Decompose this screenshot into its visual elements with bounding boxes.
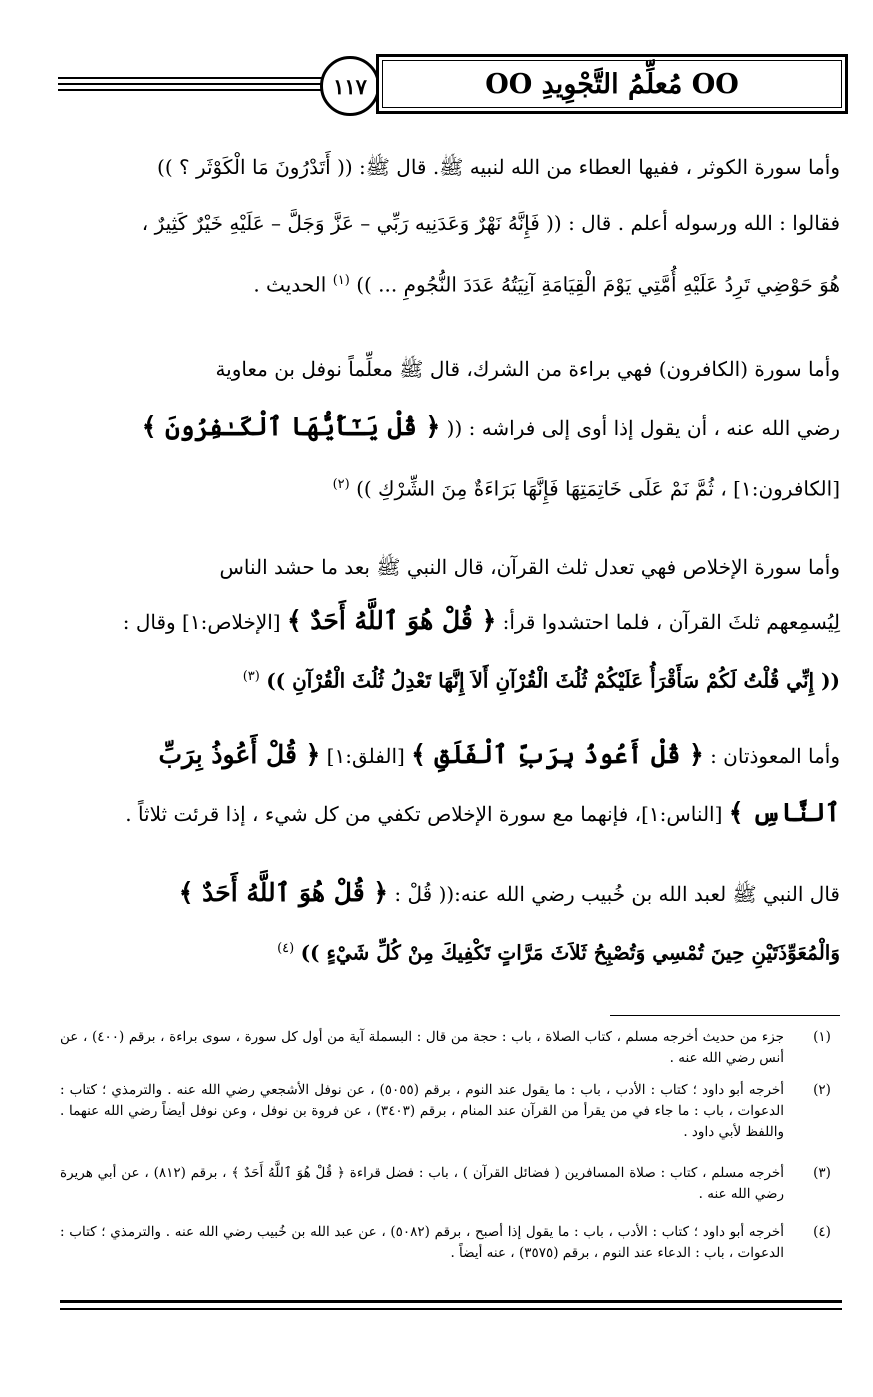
p4-line1: وأما المعوذتان : (710, 744, 840, 768)
footnote-ref: (٢) (332, 477, 350, 492)
text-line (60, 148, 840, 186)
text-line (60, 736, 840, 775)
text-line (60, 874, 840, 913)
footnote-ref: (١) (332, 273, 350, 288)
footnote-number: (٣) (813, 1165, 831, 1181)
header-rule (58, 89, 346, 91)
text-line (60, 930, 840, 972)
p1-line3-end: الحديث . (253, 272, 327, 297)
bottom-rule (60, 1300, 842, 1303)
footnote-number: (٢) (813, 1082, 831, 1098)
text-line (60, 794, 840, 833)
text-line (60, 602, 840, 641)
p3-line1: وأما سورة الإخلاص فهي تعدل ثلث القرآن، قال النبي ﷺ بعد ما حشد الناس (219, 555, 840, 579)
footnote (60, 1027, 842, 1069)
p5-line2: وَالْمُعَوِّذَتَيْنِ حِينَ تُمْسِي وَتُصْبِحُ ثَلاَثَ مَرَّاتٍ تَكْفِيكَ مِنْ كُلِّ شَيْءٍ )) (300, 940, 840, 965)
text-line (60, 262, 840, 304)
p1-line2: فقالوا : الله ورسوله أعلم . قال : (( فَإِنَّهُ نَهْرٌ وَعَدَنِيه رَبِّي – عَزَّ وَجَلَّ – عَلَيْهِ خَيْرٌ كَثِيرٌ ، (141, 211, 840, 235)
p2-line3: [الكافرون:١] ، ثُمَّ نَمْ عَلَى خَاتِمَتِهَا فَإِنَّهَا بَرَاءَةٌ مِنَ الشِّرْكِ )) (356, 476, 840, 501)
quran-verse: ٱلنَّاسِ ﴾ (728, 798, 840, 827)
quran-verse: ﴿ قُلْ هُوَ ٱللَّهُ أَحَدٌ ﴾ (286, 606, 497, 635)
footnote-ref: (٣) (242, 669, 260, 684)
header-rule (58, 83, 346, 85)
footnote-text: أخرجه أبو داود ؛ كتاب : الأدب ، باب : ما يقول إذا أصبح ، برقم (٥٠٨٢) ، عن عبد الله بن خُبيب رضي الله عنه . والترمذي ؛ كتاب : الدعوات ، باب : الدعاء عند النوم ، برقم (٣٥٧٥) ، عنه أيضاً . (60, 1224, 784, 1261)
p3-line2: لِيُسمِعهم ثلثَ القرآن ، فلما احتشدوا قرأ: (502, 610, 840, 634)
p1-line1: وأما سورة الكوثر ، ففيها العطاء من الله لنبيه ﷺ. قال ﷺ: (( أَتَدْرُونَ مَا الْكَوْثَر ؟ )) (157, 155, 840, 179)
footnote-number: (٤) (813, 1224, 831, 1240)
footnote-text: أخرجه أبو داود ؛ كتاب : الأدب ، باب : ما يقول عند النوم ، برقم (٥٠٥٥) ، عن نوفل الأشجعي رضي الله عنه . والترمذي ؛ كتاب : الدعوات ، باب : ما جاء في من يقرأ من القرآن عند المنام ، برقم (٣٤٠٣) ، عن فروة بن نوفل ، وعن نوفل أيضاً رضي الله عنهما . واللفظ لأبي داود . (60, 1082, 784, 1140)
p3-line2-end: [الإخلاص:١] وقال : (122, 610, 281, 634)
bottom-rule (60, 1308, 842, 1310)
quran-verse: ﴿ قُلْ هُوَ ٱللَّهُ أَحَدٌ ﴾ (178, 878, 389, 907)
book-title: OO مُعلِّمُ التَّجْوِيدِ OO (376, 54, 848, 114)
text-line (60, 350, 840, 388)
text-line (60, 466, 840, 508)
footnote-ref: (٤) (277, 941, 295, 956)
footnote-text: جزء من حديث أخرجه مسلم ، كتاب الصلاة ، باب : حجة من قال : البسملة آية من أول كل سورة ، سوى براءة ، برقم (٤٠٠) ، عن أنس رضي الله عنه . (60, 1029, 785, 1066)
verse-ref: [الفلق:١] (326, 744, 405, 768)
footnote-separator (610, 1015, 840, 1016)
p3-line3: (( إِنِّي قُلْتُ لَكُمْ سَأَقْرَأُ عَلَيْكُمْ ثُلُثَ الْقُرْآنِ أَلاَ إِنَّهَا تَعْدِلُ ثُلُثَ الْقُرْآنِ )) (266, 668, 840, 693)
p5-line1: قال النبي ﷺ لعبد الله بن خُبيب رضي الله عنه:(( قُلْ : (394, 882, 840, 906)
text-line (60, 548, 840, 586)
page-number: ١١٧ (320, 56, 380, 116)
text-line (60, 408, 840, 447)
footnote (60, 1163, 842, 1205)
p2-line2: رضي الله عنه ، أن يقول إذا أوى إلى فراشه : (( (446, 416, 840, 440)
text-line (60, 658, 840, 700)
quran-verse: ﴿ قُلْ يَـٰٓأَيُّهَا ٱلْكَـٰفِرُونَ ﴾ (141, 412, 441, 441)
footnote (60, 1222, 842, 1264)
text-line (60, 204, 840, 242)
quran-verse: ﴿ قُلْ أَعُوذُ بِرَبِّ ٱلْفَلَقِ ﴾ (411, 740, 704, 769)
footnote-text: أخرجه مسلم ، كتاب : صلاة المسافرين ( فضائل القرآن ) ، باب : فضل قراءة ﴿ قُلْ هُوَ ٱللَّهُ أَحَدٌ ﴾ ، برقم (٨١٢) ، عن أبي هريرة رضي الله عنه . (60, 1165, 784, 1202)
p4-line2: [الناس:١]، فإنهما مع سورة الإخلاص تكفي من كل شيء ، إذا قرئت ثلاثاً . (125, 802, 723, 826)
p1-line3: هُوَ حَوْضِي تَرِدُ عَلَيْهِ أُمَّتِي يَوْمَ الْقِيَامَةِ آنِيَتُهُ عَدَدَ النُّجُومِ ... )) (356, 272, 840, 297)
page-header (58, 52, 846, 116)
footnote (60, 1080, 842, 1143)
header-rule (58, 77, 346, 79)
quran-verse: ﴿ قُلْ أَعُوذُ بِرَبِّ (158, 740, 321, 769)
p2-line1: وأما سورة (الكافرون) فهي براءة من الشرك، قال ﷺ معلِّماً نوفل بن معاوية (215, 357, 840, 381)
footnote-number: (١) (813, 1029, 831, 1045)
